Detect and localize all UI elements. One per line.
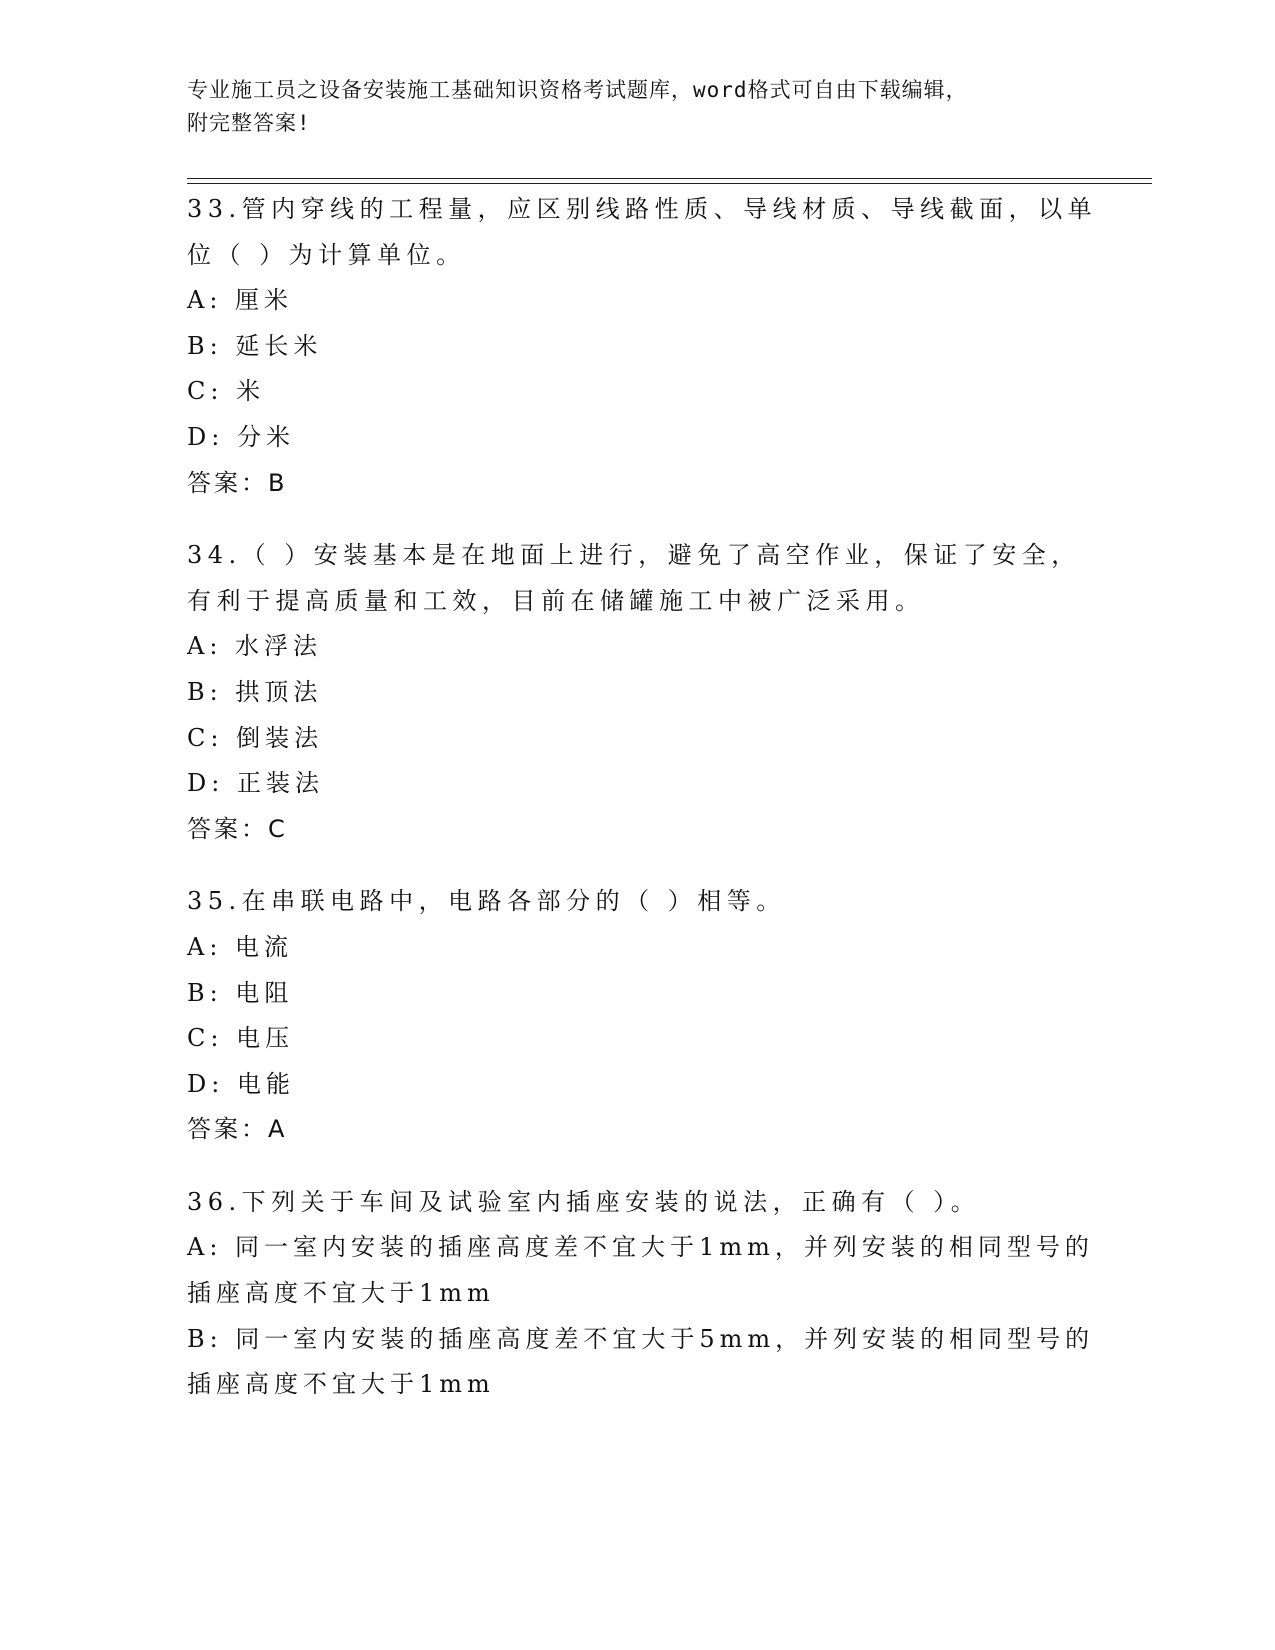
- option-text: A: 电流: [187, 932, 294, 961]
- question-36: [187, 1180, 1095, 1408]
- stem-line: 有利于提高质量和工效，目前在储罐施工中被广泛采用。: [187, 586, 925, 615]
- question-33: [187, 187, 1098, 506]
- option-text: 插座高度不宜大于1mm: [187, 1370, 495, 1399]
- option-text: C: 电压: [187, 1024, 295, 1053]
- option-text: 插座高度不宜大于1mm: [187, 1279, 495, 1308]
- option-b: [187, 324, 1087, 370]
- option-a: [187, 1225, 1094, 1316]
- stem-line: 33.管内穿线的工程量，应区别线路性质、导线材质、导线截面，以单: [187, 195, 1098, 223]
- option-text: B: 同一室内安装的插座高度差不宜大于5mm，并列安装的相同型号的: [187, 1324, 1095, 1353]
- header-line-2: 附完整答案!: [187, 111, 311, 135]
- option-text: C: 米: [187, 377, 266, 406]
- question-stem: [187, 879, 1087, 925]
- option-a: [187, 624, 1087, 670]
- document-header: [187, 74, 1067, 140]
- option-b: [187, 1317, 1095, 1408]
- option-text: D: 分米: [187, 422, 295, 451]
- stem-line: 位（ ）为计算单位。: [187, 240, 466, 269]
- stem-line: 35.在串联电路中，电路各部分的（ ）相等。: [187, 887, 786, 916]
- header-line-1: 专业施工员之设备安装施工基础知识资格考试题库，word格式可自由下载编辑，: [187, 78, 968, 102]
- stem-line: 36.下列关于车间及试验室内插座安装的说法，正确有（ ）。: [187, 1187, 981, 1216]
- option-text: B: 延长米: [187, 331, 323, 360]
- question-stem: [187, 533, 1087, 624]
- question-stem: [187, 187, 1098, 278]
- question-stem: [187, 1180, 1087, 1226]
- option-c: [187, 369, 1087, 415]
- option-text: A: 同一室内安装的插座高度差不宜大于1mm，并列安装的相同型号的: [187, 1233, 1094, 1262]
- stem-line: 34.（ ）安装基本是在地面上进行，避免了高空作业，保证了安全，: [187, 541, 1081, 570]
- option-text: A: 厘米: [187, 286, 294, 315]
- option-d: [187, 415, 1087, 461]
- answer-label: 答案：B: [187, 468, 288, 497]
- answer-label: 答案：A: [187, 1115, 288, 1144]
- option-a: [187, 278, 1087, 324]
- option-text: B: 拱顶法: [187, 677, 323, 706]
- question-35: [187, 879, 1087, 1153]
- option-text: D: 正装法: [187, 769, 324, 798]
- question-list: [187, 187, 1098, 1433]
- option-d: [187, 761, 1087, 807]
- option-c: [187, 1016, 1087, 1062]
- header-divider-top: [187, 178, 1152, 179]
- option-d: [187, 1062, 1087, 1108]
- option-text: D: 电能: [187, 1069, 295, 1098]
- question-34: [187, 533, 1087, 852]
- option-text: A: 水浮法: [187, 632, 323, 661]
- option-text: C: 倒装法: [187, 723, 324, 752]
- option-b: [187, 971, 1087, 1017]
- option-text: B: 电阻: [187, 978, 294, 1007]
- answer-label: 答案：C: [187, 814, 288, 843]
- option-b: [187, 670, 1087, 716]
- header-divider-bottom: [187, 183, 1152, 184]
- option-c: [187, 716, 1087, 762]
- option-a: [187, 925, 1087, 971]
